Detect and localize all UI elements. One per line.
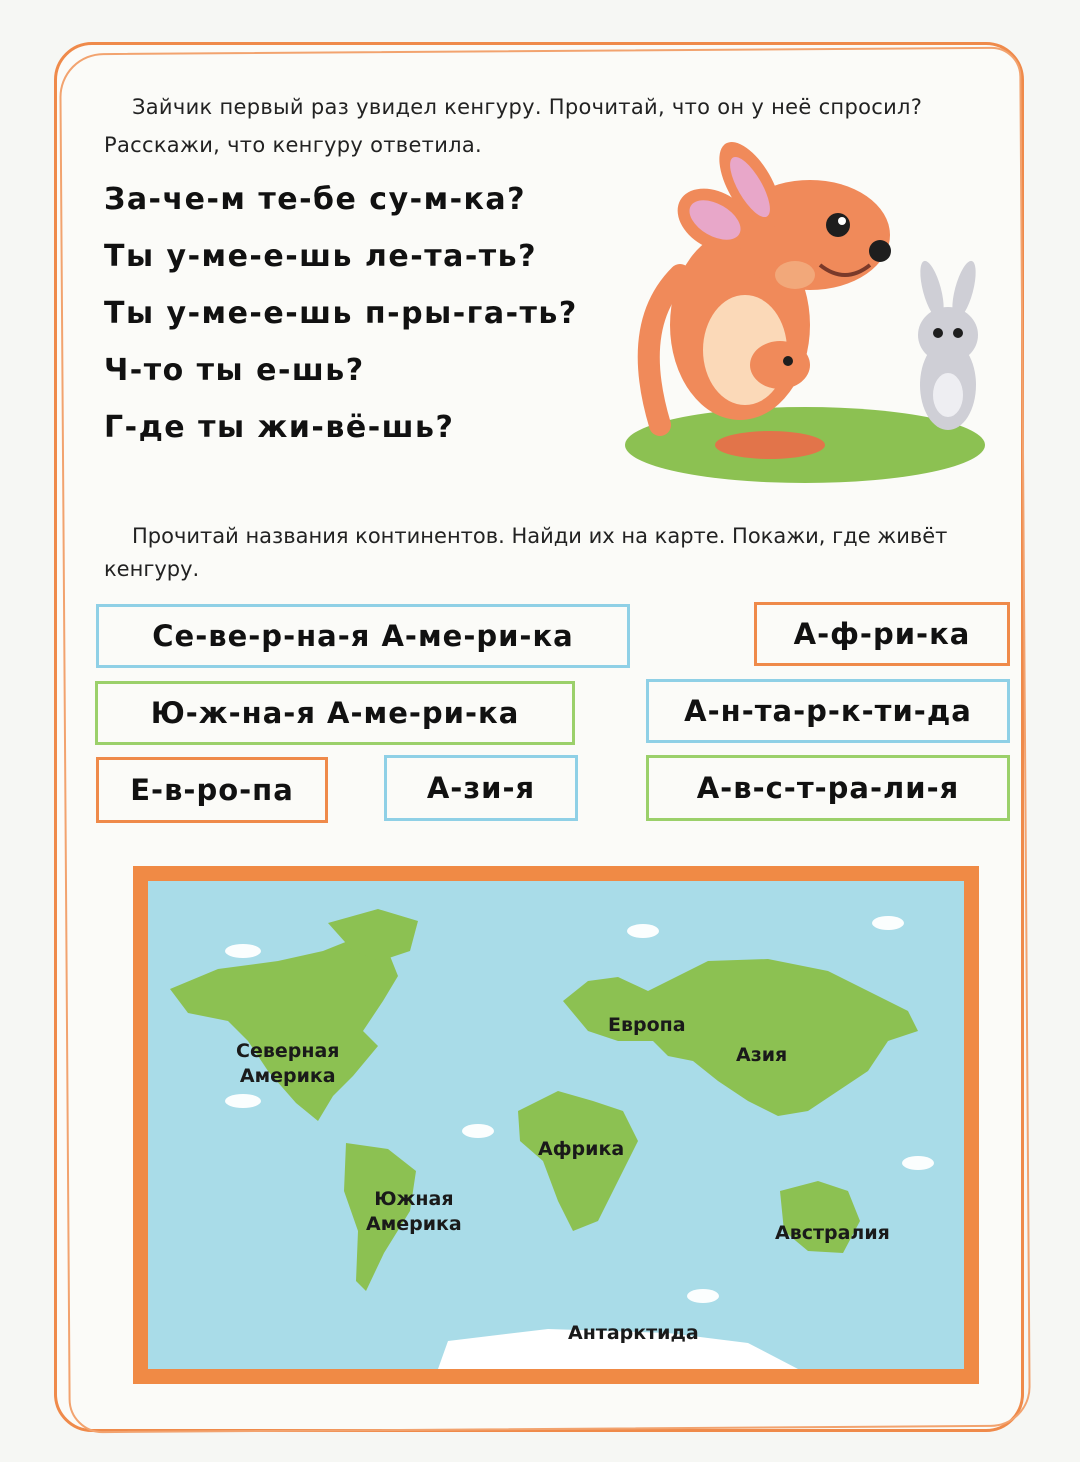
cloud-icon [902, 1156, 934, 1170]
map-label-europe: Европа [608, 1014, 686, 1036]
map-label-antarctica: Антарктида [568, 1322, 699, 1344]
map-label-asia: Азия [736, 1044, 788, 1066]
map-label-north-america [236, 1039, 340, 1089]
box-africa: А-ф-ри-ка [754, 602, 1010, 666]
task2-text: Прочитай названия континентов. Найди их на карте. Покажи, где живёт кенгуру. [104, 524, 948, 581]
box-australia: А-в-с-т-ра-ли-я [646, 755, 1010, 821]
map-label-south-america [366, 1187, 462, 1237]
question-3: Ты у-ме-е-шь п-ры-га-ть? [104, 296, 578, 331]
cloud-icon [872, 916, 904, 930]
world-map-land [148, 881, 964, 1369]
map-label-north-america-line2: Америка [239, 1065, 336, 1087]
map-label-south-america-line2: Америка [366, 1213, 462, 1235]
bunny-head-icon [918, 307, 978, 363]
kangaroo-eye-icon [826, 213, 850, 237]
question-4: Ч-то ты е-шь? [104, 353, 365, 388]
north-america-shape [170, 941, 398, 1121]
cloud-icon [225, 944, 261, 958]
map-label-south-america-line1: Южная [374, 1188, 454, 1210]
kangaroo-nose-icon [869, 240, 891, 262]
map-label-africa: Африка [538, 1138, 625, 1160]
world-map-sea [148, 881, 964, 1369]
question-5: Г-де ты жи-вё-шь? [104, 410, 455, 445]
kangaroo-feet-icon [715, 431, 825, 459]
kangaroo-bunny-illustration [620, 125, 1020, 485]
baby-kangaroo-icon [750, 341, 810, 389]
box-asia: А-зи-я [384, 755, 578, 821]
box-north-america: Се-ве-р-на-я А-ме-ри-ка [96, 604, 630, 668]
cloud-icon [627, 924, 659, 938]
cloud-icon [462, 1124, 494, 1138]
cloud-icon [687, 1289, 719, 1303]
box-antarctica: А-н-та-р-к-ти-да [646, 679, 1010, 743]
map-label-north-america-line1: Северная [236, 1040, 340, 1062]
question-list [104, 178, 578, 463]
cloud-icon [225, 1094, 261, 1108]
box-south-america: Ю-ж-на-я А-ме-ри-ка [95, 681, 575, 745]
continents-task [104, 520, 1004, 586]
box-europe: Е-в-ро-па [96, 757, 328, 823]
world-map [133, 866, 979, 1384]
question-2: Ты у-ме-е-шь ле-та-ть? [104, 239, 538, 274]
intro-text: Зайчик первый раз увидел кенгуру. Прочитай, что он у неё спросил? Расскажи, что кенгуру ответила. [104, 95, 923, 157]
map-label-australia: Австралия [775, 1222, 890, 1244]
question-1: За-че-м те-бе су-м-ка? [104, 182, 527, 217]
